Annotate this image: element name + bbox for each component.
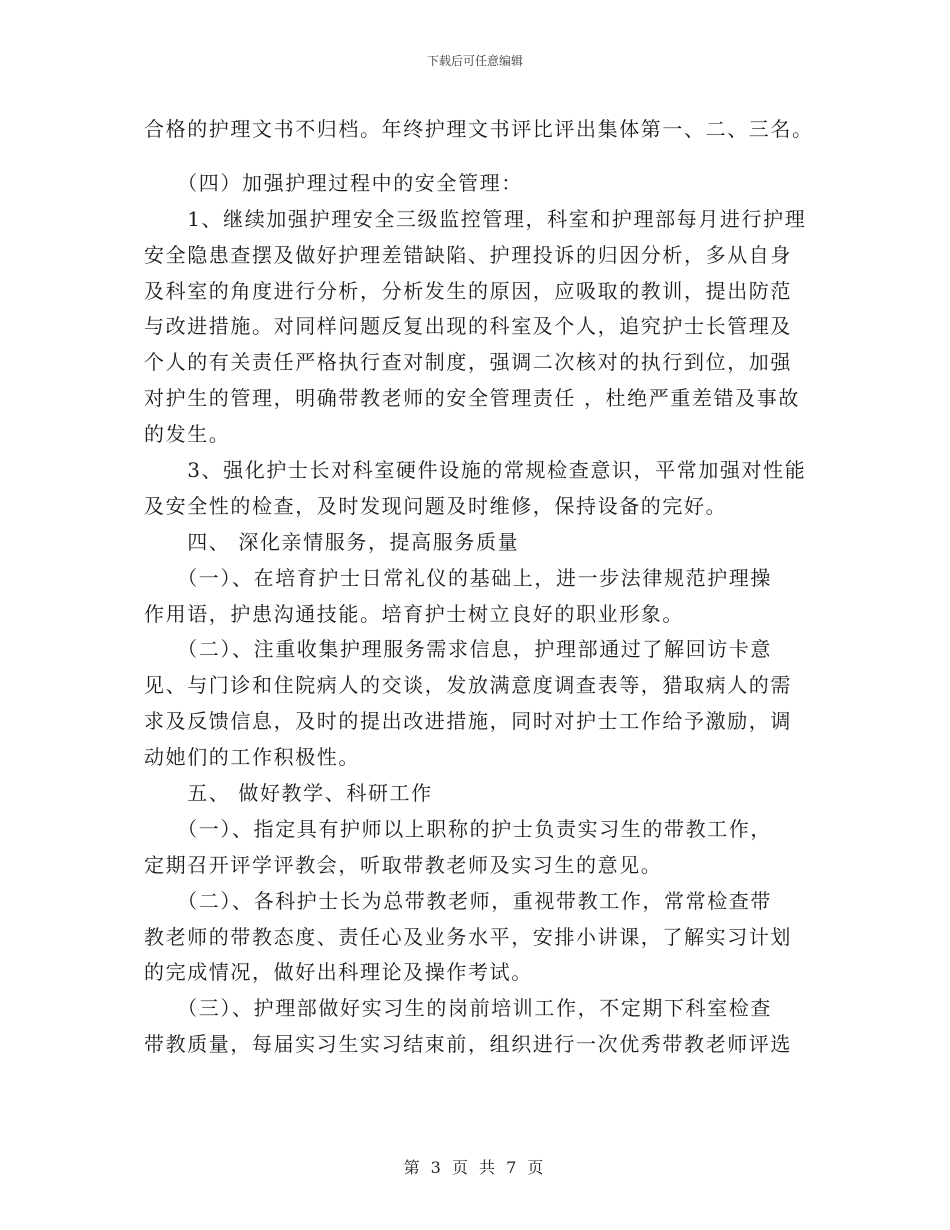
text-line: 求及反馈信息，及时的提出改进措施，同时对护士工作给予激励，调 <box>144 709 792 734</box>
text-line: （二）、注重收集护理服务需求信息，护理部通过了解回访卡意 <box>144 637 772 662</box>
text-line: 作用语，护患沟通技能。培育护士树立良好的职业形象。 <box>144 601 684 626</box>
text-line: 带教质量，每届实习生实习结束前，组织进行一次优秀带教老师评选 <box>144 1032 792 1057</box>
section-heading: （四）加强护理过程中的安全管理： <box>144 170 523 195</box>
text-line: 及科室的角度进行分析，分析发生的原因，应吸取的教训，提出防范 <box>144 278 792 303</box>
text-line: 合格的护理文书不归档。年终护理文书评比评出集体第一、二、三名。 <box>144 117 814 141</box>
text-line: （一）、指定具有护师以上职称的护士负责实习生的带教工作， <box>144 816 772 841</box>
text-line: 及安全性的检查，及时发现问题及时维修，保持设备的完好。 <box>144 493 728 518</box>
section-heading: 五、 做好教学、科研工作 <box>144 781 433 806</box>
page-header: 下载后可任意编辑 <box>426 54 523 68</box>
text-line: （一）、在培育护士日常礼仪的基础上，进一步法律规范护理操 <box>144 565 772 590</box>
text-line: 的发生。 <box>144 422 231 447</box>
text-line: 教老师的带教态度、责任心及业务水平，安排小讲课，了解实习计划 <box>144 924 792 949</box>
text-line: 见、与门诊和住院病人的交谈，发放满意度调查表等，猎取病人的需 <box>144 673 792 698</box>
text-line: 的完成情况，做好出科理论及操作考试。 <box>144 960 533 985</box>
text-line: 个人的有关责任严格执行查对制度，强调二次核对的执行到位，加强 <box>144 350 792 375</box>
section-heading: 四、 深化亲情服务，提高服务质量 <box>144 529 520 554</box>
text-line: 1、继续加强护理安全三级监控管理，科室和护理部每月进行护理 <box>144 206 807 231</box>
text-line: （二）、各科护士长为总带教老师，重视带教工作，常常检查带 <box>144 888 772 913</box>
text-line: 安全隐患查摆及做好护理差错缺陷、护理投诉的归因分析，多从自身 <box>144 242 792 267</box>
paragraph-gap <box>144 148 810 166</box>
text-line: 对护生的管理，明确带教老师的安全管理责任 ，杜绝严重差错及事故 <box>144 386 800 411</box>
text-line: 定期召开评学评教会，听取带教老师及实习生的意见。 <box>144 852 663 877</box>
document-body <box>144 112 814 1063</box>
text-line: 动她们的工作积极性。 <box>144 745 360 770</box>
text-line: （三）、护理部做好实习生的岗前培训工作，不定期下科室检查 <box>144 996 772 1021</box>
text-line: 与改进措施。对同样问题反复出现的科室及个人，追究护士长管理及 <box>144 314 792 339</box>
text-line: 3、强化护士长对科室硬件设施的常规检查意识，平常加强对性能 <box>144 458 807 483</box>
page-number-footer: 第 3 页 共 7 页 <box>403 1158 547 1177</box>
